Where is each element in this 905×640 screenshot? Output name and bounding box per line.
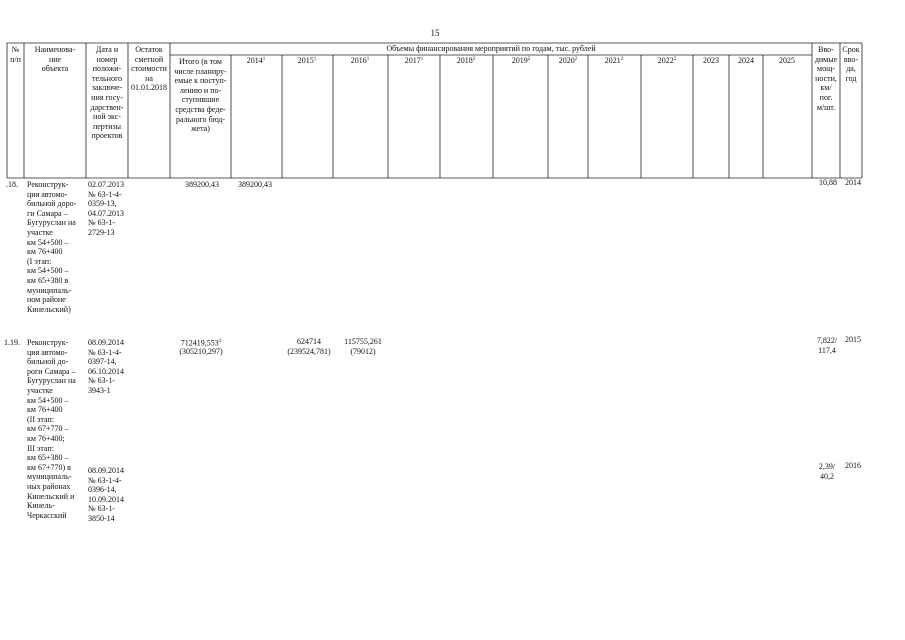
financing-2016: 115755,261 <box>344 337 382 346</box>
financing-2015: 624714 <box>297 337 321 346</box>
header-year-2025: 2025 <box>779 56 795 65</box>
header-year-2024: 2024 <box>738 56 754 65</box>
header-col-estimated-balance: Остаток сметной стоимости на 01.01.2018 <box>131 45 167 93</box>
header-col-total: Итого (в том числе планиру- емые к поступ- лению и по- ступившие средства феде- рального бюд- жета) <box>174 57 227 134</box>
header-col-commissioning-term: Срок вво- да, год <box>842 45 860 83</box>
financing-2015-federal: (239524,781) <box>287 347 331 356</box>
financing-total: 712419,553$^3$ <box>180 338 222 348</box>
row-number: .18. <box>6 180 18 189</box>
row-number: 1.19. <box>4 338 20 347</box>
header-year-2018: 2018$^2$ <box>456 56 476 65</box>
financing-2014: 389200,43 <box>238 180 272 189</box>
financing-2016-federal: (79012) <box>350 347 376 356</box>
financing-total: 389200,43 <box>185 180 219 189</box>
header-year-2019: 2019$^2$ <box>511 56 531 65</box>
financing-total-federal: (305210,297) <box>179 347 223 356</box>
expertise-date-second: 08.09.2014 № 63-1-4- 0396-14, 10.09.2014 № 63-1- 3850-14 <box>88 466 124 523</box>
header-year-2017: 2017$^1$ <box>404 56 424 65</box>
header-col-name: Наименова- ние объекта <box>34 45 76 74</box>
commissioning-year-first: 2015 <box>845 335 861 344</box>
header-year-2022: 2022$^2$ <box>657 56 677 65</box>
capacity-value-first: 7,822/ 117,4 <box>816 336 838 355</box>
capacity-value: 10,88 <box>819 178 837 187</box>
capacity-value-second: 2,39/ 40,2 <box>818 462 836 481</box>
header-financing-title: Объемы финансирования мероприятий по годам, тыс. рублей <box>386 44 596 53</box>
header-year-2016: 2016$^1$ <box>350 56 370 65</box>
expertise-date: 02.07.2013 № 63-1-4- 0359-13, 04.07.2013 № 63-1- 2729-13 <box>88 180 124 237</box>
expertise-date-first: 08.09.2014 № 63-1-4- 0397-14, 06.10.2014 № 63-1- 3943-1 <box>88 338 124 395</box>
header-col-capacity: Вво- димые мощ- ности, км/ пог. м/шт. <box>814 45 838 112</box>
object-name: Реконструк- ция автомо- бильной доро- ги Самара – Бугуруслан на участке км 54+500 – км 76+400 (I этап: км 54+500 – км 65+380 в муниципаль- ном районе Кинельский) <box>27 180 77 314</box>
header-year-2021: 2021$^2$ <box>604 56 624 65</box>
header-year-2020: 2020$^2$ <box>558 56 578 65</box>
header-year-2023: 2023 <box>703 56 719 65</box>
header-year-2015: 2015$^1$ <box>297 56 317 65</box>
commissioning-year-second: 2016 <box>845 461 861 470</box>
header-col-number: № п/п <box>10 45 21 64</box>
page-number: 15 <box>430 28 440 38</box>
commissioning-year: 2014 <box>845 178 861 187</box>
header-col-expertise-date: Дата и номер положи- тельного заключе- ния госу- дарствен- ной экс- пертизы проектов <box>90 45 124 141</box>
header-year-2014: 2014$^1$ <box>246 56 266 65</box>
object-name: Реконструк- ция автомо- бильной до- роги Самара – Бугуруслан на участке км 54+500 – км 76+400 (II этап: км 67+770 – км 76+400; III этап: км 65+380 – км 67+770) в муниципаль- ных районах Кинельский и Кинель- Черкасский <box>27 338 76 520</box>
